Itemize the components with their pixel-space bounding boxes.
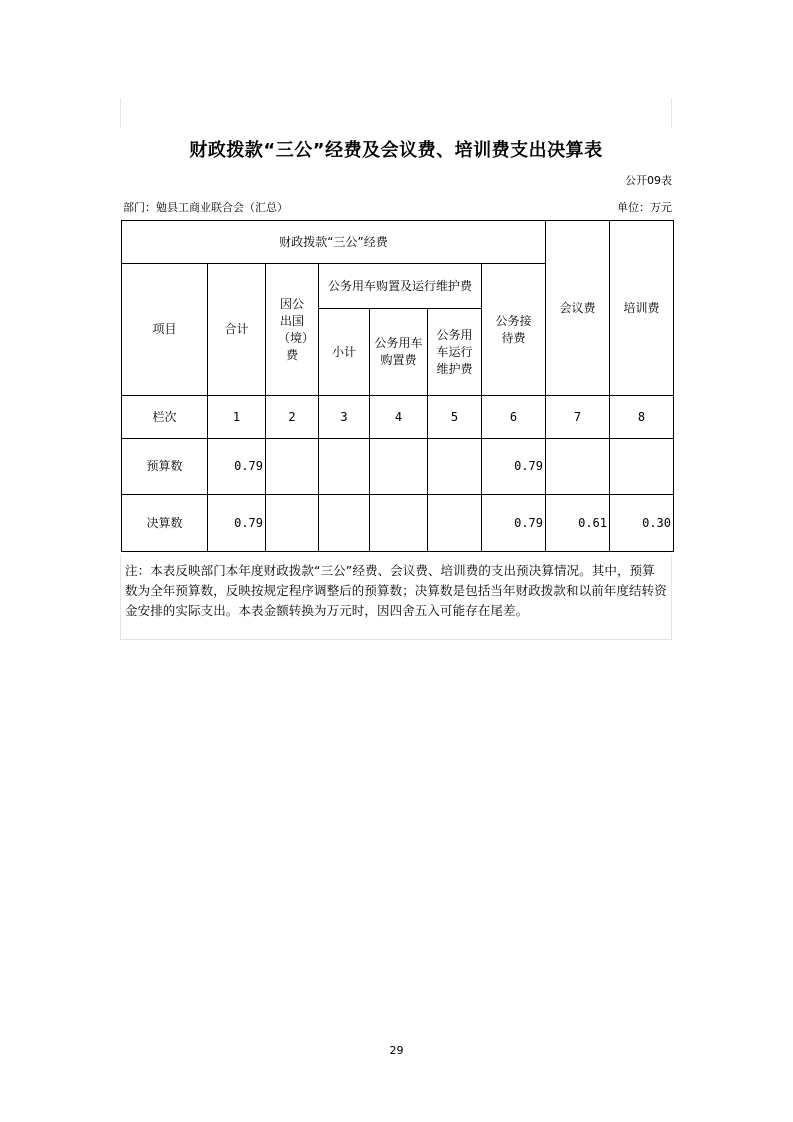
- cell-meeting: 0.61: [546, 495, 610, 552]
- header-vehicle-subtotal: 小计: [319, 309, 370, 396]
- header-vehicle-maintenance: 公务用车运行维护费: [428, 309, 482, 396]
- cell-training: 0.30: [610, 495, 674, 552]
- index-num: 1: [208, 396, 266, 439]
- header-total: 合计: [208, 264, 266, 396]
- index-num: 5: [428, 396, 482, 439]
- form-number: 公开09表: [625, 174, 672, 187]
- page-frame-top: [120, 98, 672, 128]
- index-num: 2: [266, 396, 319, 439]
- cell-total: 0.79: [208, 439, 266, 495]
- cell-subtotal: [319, 439, 370, 495]
- cell-reception: 0.79: [482, 439, 546, 495]
- cell-total: 0.79: [208, 495, 266, 552]
- header-vehicle-group: 公务用车购置及运行维护费: [319, 264, 482, 309]
- index-num: 8: [610, 396, 674, 439]
- index-num: 4: [370, 396, 428, 439]
- index-label: 栏次: [122, 396, 208, 439]
- cell-purchase: [370, 495, 428, 552]
- cell-meeting: [546, 439, 610, 495]
- unit-label: 单位：万元: [617, 201, 672, 214]
- page-number: 29: [389, 1044, 404, 1057]
- index-row: [122, 396, 674, 439]
- table-row: [122, 439, 674, 495]
- header-training: 培训费: [610, 221, 674, 396]
- table-note: 注：本表反映部门本年度财政拨款“三公”经费、会议费、培训费的支出预决算情况。其中，预算数为全年预算数，反映按规定程序调整后的预算数；决算数是包括当年财政拨款和以前年度结转资金安排的实际支出。本表金额转换为万元时，因四舍五入可能存在尾差。: [120, 555, 672, 640]
- header-reception: 公务接待费: [482, 264, 546, 396]
- row-label: 决算数: [122, 495, 208, 552]
- cell-abroad: [266, 439, 319, 495]
- header-abroad: 因公出国（境）费: [266, 264, 319, 396]
- cell-training: [610, 439, 674, 495]
- cell-maintenance: [428, 495, 482, 552]
- header-item: 项目: [122, 264, 208, 396]
- page-title: 财政拨款“三公”经费及会议费、培训费支出决算表: [189, 140, 603, 161]
- cell-maintenance: [428, 439, 482, 495]
- cell-subtotal: [319, 495, 370, 552]
- index-num: 3: [319, 396, 370, 439]
- cell-purchase: [370, 439, 428, 495]
- index-num: 7: [546, 396, 610, 439]
- cell-reception: 0.79: [482, 495, 546, 552]
- table-row: [122, 495, 674, 552]
- header-meeting: 会议费: [546, 221, 610, 396]
- group-header: 财政拨款“三公”经费: [122, 221, 546, 264]
- expenditure-table: [121, 220, 674, 552]
- department-label: 部门：勉县工商业联合会（汇总）: [123, 201, 288, 214]
- cell-abroad: [266, 495, 319, 552]
- index-num: 6: [482, 396, 546, 439]
- row-label: 预算数: [122, 439, 208, 495]
- header-vehicle-purchase: 公务用车购置费: [370, 309, 428, 396]
